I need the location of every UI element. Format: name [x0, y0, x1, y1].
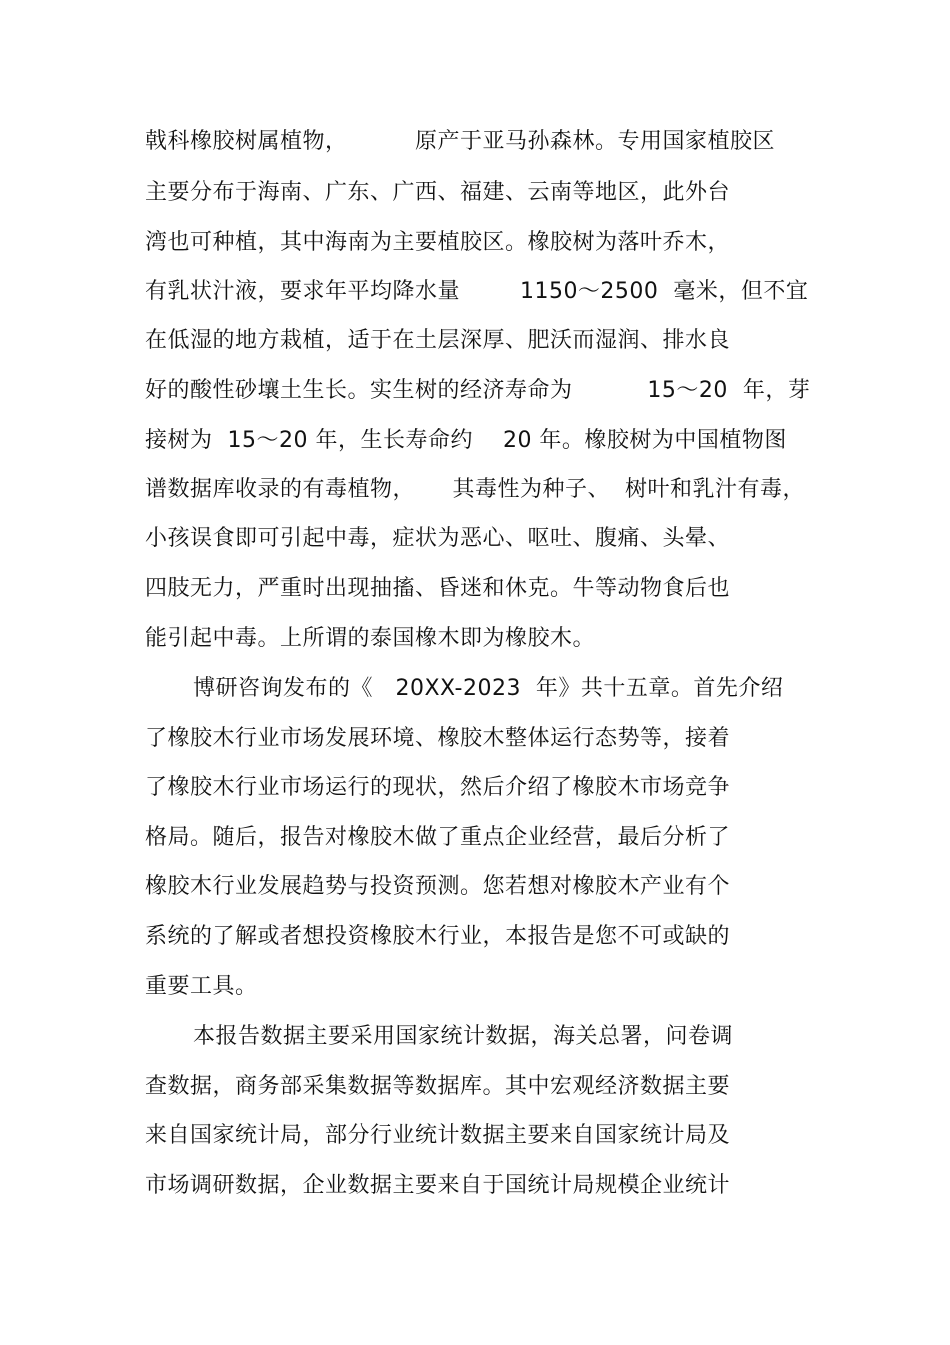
text-line: 能引起中毒。上所谓的泰国橡木即为橡胶木。 — [145, 626, 596, 651]
text-line: 重要工具。 — [145, 974, 258, 999]
text-line: 市场调研数据，企业数据主要来自于国统计局规模企业统计 — [145, 1173, 731, 1198]
text-line: 主要分布于海南、广东、广西、福建、云南等地区，此外台 — [145, 180, 731, 205]
text-line: 本报告数据主要采用国家统计数据，海关总署，问卷调 — [193, 1024, 734, 1049]
text-line: 来自国家统计局，部分行业统计数据主要来自国家统计局及 — [145, 1123, 731, 1148]
text-line: 在低湿的地方栽植，适于在土层深厚、肥沃而湿润、排水良 — [145, 328, 731, 353]
text-line: 有乳状汁液，要求年平均降水量 1150～2500 毫米，但不宜 — [145, 279, 809, 304]
text-line: 了橡胶木行业市场运行的现状，然后介绍了橡胶木市场竞争 — [145, 775, 731, 800]
text-line: 系统的了解或者想投资橡胶木行业，本报告是您不可或缺的 — [145, 924, 731, 949]
text-line: 了橡胶木行业市场发展环境、橡胶木整体运行态势等，接着 — [145, 726, 731, 751]
text-line: 四肢无力，严重时出现抽搐、昏迷和休克。牛等动物食后也 — [145, 576, 731, 601]
text-line: 小孩误食即可引起中毒，症状为恶心、呕吐、腹痛、头晕、 — [145, 526, 731, 551]
text-line: 好的酸性砂壤土生长。实生树的经济寿命为 15～20 年，芽 — [145, 378, 811, 403]
text-line: 格局。随后，报告对橡胶木做了重点企业经营，最后分析了 — [145, 825, 731, 850]
text-line: 接树为 15～20 年，生长寿命约 20 年。橡胶树为中国植物图 — [145, 428, 787, 453]
text-line: 博研咨询发布的《 20XX-2023 年》共十五章。首先介绍 — [193, 676, 784, 701]
text-line: 谱数据库收录的有毒植物， 其毒性为种子、 树叶和乳汁有毒， — [145, 477, 805, 502]
text-line: 查数据，商务部采集数据等数据库。其中宏观经济数据主要 — [145, 1074, 731, 1099]
text-line: 橡胶木行业发展趋势与投资预测。您若想对橡胶木产业有个 — [145, 874, 731, 899]
text-line: 湾也可种植，其中海南为主要植胶区。橡胶树为落叶乔木， — [145, 230, 731, 255]
text-line: 戟科橡胶树属植物， 原产于亚马孙森林。专用国家植胶区 — [145, 129, 775, 154]
